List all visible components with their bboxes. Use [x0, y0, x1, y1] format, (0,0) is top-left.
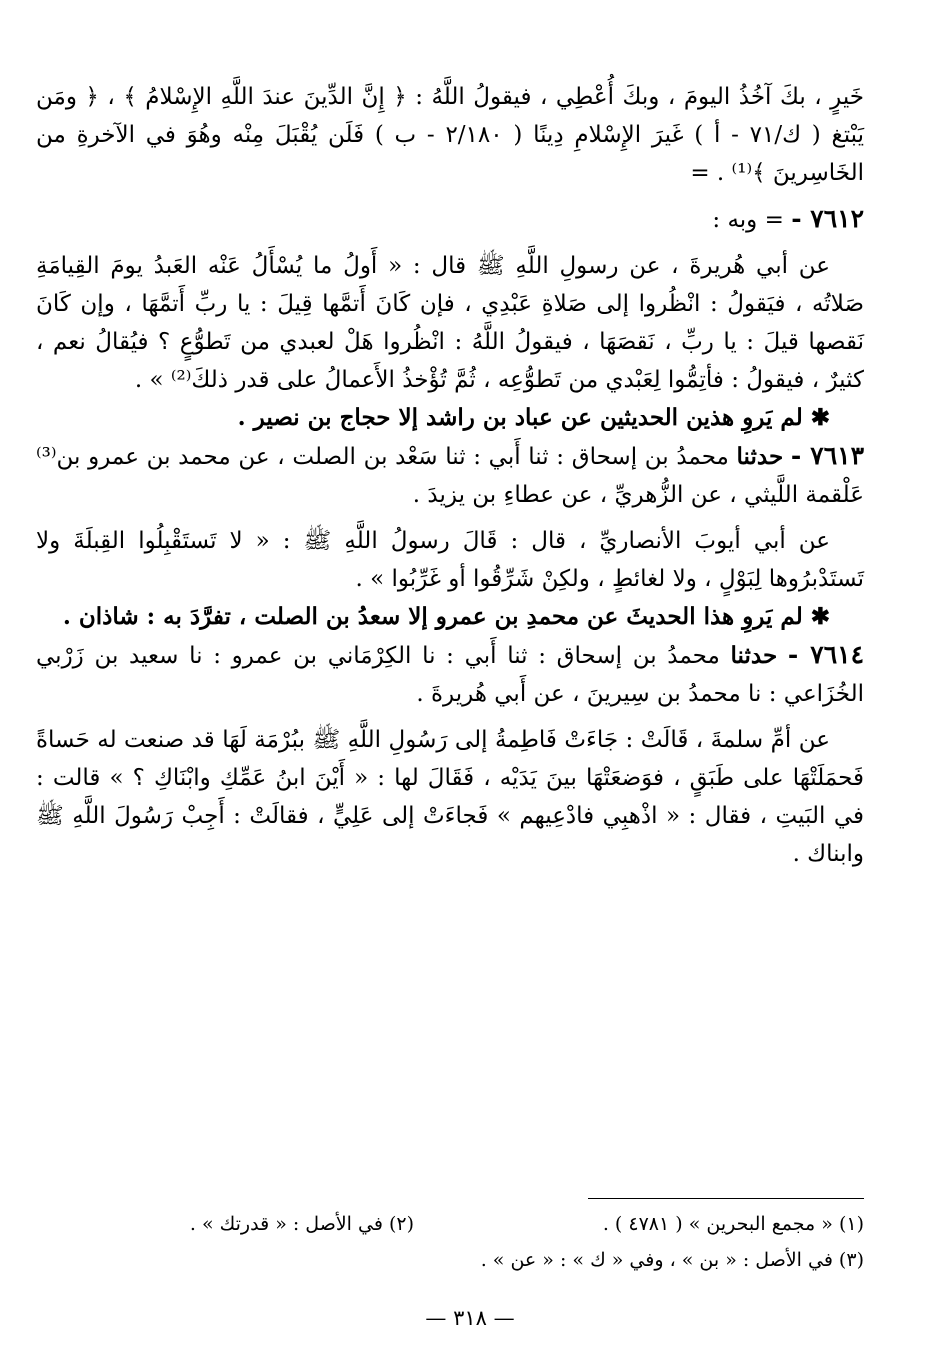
hadith-lead-word: حدثنا — [736, 443, 784, 470]
footnote-3: (٣) في الأصل : « بن » ، وفي « ك » : « عن » . — [480, 1249, 864, 1271]
editor-note-1: ✱ لم يَروِ هذين الحديثين عن عباد بن راشد إلا حجاج بن نصير . — [237, 404, 830, 431]
paragraph-continuation: خَيرٍ ، بكَ آخُذُ اليومَ ، وبكَ أُعْطِي ، فيقولُ اللَّهُ : ﴿ إِنَّ الدِّينَ عندَ اللَّهِ الإِسْلامُ ﴾ ، ﴿ ومَن يَبْتغ ( ك/٧١ - أ ) غَيرَ الإِسْلامِ دِينًا ( ٢/١٨٠ - ب ) فَلَن يُقْبَلَ مِنْه وهُوَ في الآخرةِ من الخَاسِرينَ ﴾⁽¹⁾ . = — [36, 84, 865, 186]
hadith-chain: محمدُ بن إسحاق : ثنا أَبي : نا الكِرْمَاني بن عمرو : نا سعيد بن زَرْبي الخُزَاعي : نا محمدُ بن سِيرينَ ، عن أَبي هُريرةَ . — [36, 643, 864, 707]
page-number: — ٣١٨ — — [425, 1306, 515, 1330]
footnotes — [36, 1206, 864, 1278]
hadith-chain: محمدُ بن إسحاق : ثنا أَبي : ثنا سَعْد بن الصلت ، عن محمد بن عمرو بن⁽³⁾ عَلْقمة اللَّيثي ، عن الزُّهريِّ ، عن عطاءِ بن يزيدَ . — [36, 444, 864, 508]
footnote-separator — [588, 1198, 864, 1199]
editor-note-2: ✱ لم يَروِ هذا الحديثَ عن محمدِ بن عمرو إلا سعدُ بن الصلت ، تفرَّدَ به : شاذان . — [62, 603, 830, 630]
hadith-7613-heading — [36, 437, 864, 514]
footnote-2: (٢) في الأصل : « قدرتك » . — [189, 1213, 414, 1235]
page-body — [36, 78, 864, 873]
hadith-number: ٧٦١٣ - — [790, 441, 865, 470]
hadith-7612-text: عن أبي هُريرةَ ، عن رسولِ اللَّهِ ﷺ قال : « أَولُ ما يُسْأَلُ عَنْه العَبدُ يومَ القِيامَةِ صَلاتُه ، فيَقولُ : انْظُروا إلى صَلاةِ عَبْدِي ، فإن كَانَ أَتمَّها قِيلَ : يا ربِّ أَتمَّهَا ، وإن كَانَ نَقصها قيلَ : يا ربِّ ، نَقصَهَا ، فيقولُ اللَّهُ : انْظُروا هَلْ لعبدي من تَطوُّعٍ ؟ فيُقالُ نعم ، كثيرٌ ، فيقولُ : فأتِمُّوا لِعَبْدي من تَطوُّعِه ، ثُمَّ تُؤْخذُ الأَعمالُ على قدر ذلكَ⁽²⁾ » . — [36, 253, 864, 393]
hadith-lead-word: حدثنا — [730, 642, 778, 669]
footnote-row — [36, 1206, 864, 1242]
hadith-7613-text: عن أبي أيوبَ الأنصاريِّ ، قال : قَالَ رسولُ اللَّهِ ﷺ : « لا تَستَقْبِلُوا القِبلَةَ ولا تَستَدْبرُوها لِبَوْلٍ ، ولا لغائطٍ ، ولكِنْ شَرِّقُوا أو غَرِّبُوا » . — [36, 528, 864, 592]
hadith-number: ٧٦١٢ - — [791, 204, 864, 233]
hadith-7614-text: عن أمِّ سلمةَ ، قَالَتْ : جَاءَتْ فَاطِمةُ إلى رَسُولِ اللَّهِ ﷺ ببُرْمَة لَهَا قد صنعت له حَساةً فَحمَلَتْهَا على طَبَقٍ ، فوَضعَتْهَا بينَ يَدَيْه ، فَقَالَ لها : « أَيْنَ ابنُ عَمِّكِ وابْنَاكِ ؟ » قالت : في البَيتِ ، فقال : « اذْهبِي فادْعِيهم » فَجاءَتْ إلى عَلِيٍّ ، فقالَتْ : أَجِبْ رَسُولَ اللَّهِ ﷺ وابناك . — [36, 727, 864, 867]
hadith-7612-heading — [36, 200, 864, 239]
hadith-7614-heading — [36, 636, 864, 713]
hadith-chain: = وبه : — [712, 207, 784, 233]
hadith-number: ٧٦١٤ - — [787, 640, 865, 669]
footnote-1: (١) « مجمع البحرين » ( ٤٧٨١ ) . — [602, 1213, 864, 1235]
